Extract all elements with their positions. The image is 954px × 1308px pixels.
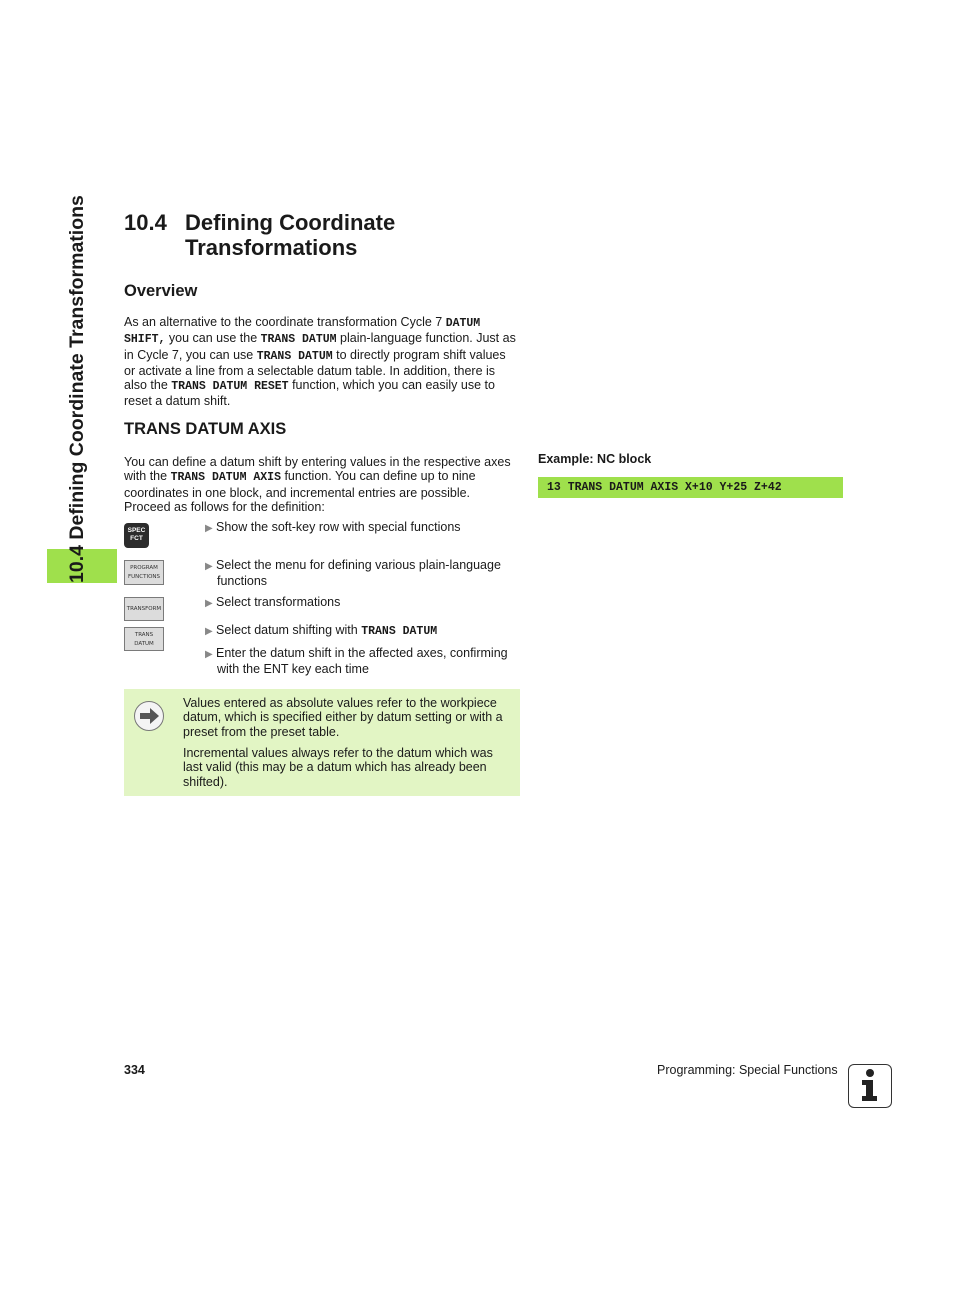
step-text: Select datum shifting with [216, 623, 362, 637]
body-text: function. You can define up to nine coordinates in one block, and incremental entries are possible. Proceed as follows for the definition: [124, 469, 476, 514]
overview-text: function, which you can easily use to reset a datum shift. [124, 378, 495, 409]
program-functions-softkey-icon [124, 560, 164, 585]
section-heading [124, 210, 395, 260]
step-arrow-icon: ▶ [205, 649, 213, 660]
step-arrow-icon: ▶ [205, 626, 213, 637]
code-trans-datum: TRANS DATUM [361, 625, 438, 638]
trans-datum-softkey-icon [124, 627, 164, 651]
step-1 [205, 520, 525, 536]
overview-text: to directly program shift values or activate a line from a selectable datum table. In addition, there is also the [124, 347, 506, 393]
step-4 [205, 623, 525, 639]
transform-softkey-icon [124, 597, 164, 621]
step-arrow-icon: ▶ [205, 598, 213, 609]
note-box [124, 689, 520, 796]
step-arrow-icon: ▶ [205, 561, 213, 572]
key-label: TRANS [134, 632, 154, 638]
section-title-line2: Transformations [185, 235, 358, 260]
nc-block-code: 13 TRANS DATUM AXIS X+10 Y+25 Z+42 [538, 477, 843, 498]
example-label: Example: NC block [538, 452, 652, 466]
note-paragraph-2: Incremental values always refer to the datum which was last valid (this may be a datum which has already been shifted). [183, 746, 493, 789]
step-3 [205, 595, 525, 611]
footer-title: Programming: Special Functions [657, 1063, 838, 1077]
code-trans-datum-reset: TRANS DATUM RESET [171, 380, 289, 394]
code-trans-datum-axis: TRANS DATUM AXIS [170, 471, 281, 485]
page-number: 334 [124, 1063, 145, 1077]
step-text: with the ENT key each time [217, 662, 369, 677]
section-number: 10.4 [124, 210, 167, 235]
step-text: Select transformations [216, 595, 341, 609]
key-label: SPEC [127, 527, 146, 534]
step-text: Show the soft-key row with special functions [216, 520, 461, 534]
right-arrow-icon [134, 701, 164, 731]
overview-heading: Overview [124, 282, 198, 300]
step-text: Enter the datum shift in the affected axes, confirming [216, 646, 508, 660]
step-5 [205, 646, 525, 677]
overview-text: plain-language function. Just as in Cycle 7, you can use [124, 331, 516, 362]
note-paragraph-1: Values entered as absolute values refer to the workpiece datum, which is specified either by datum setting or with a preset from the preset table. [183, 696, 503, 739]
code-trans-datum: TRANS DATUM [260, 333, 337, 347]
overview-text: you can use the [165, 331, 261, 346]
step-text: functions [217, 574, 268, 589]
code-trans-datum: TRANS DATUM [256, 349, 333, 363]
overview-text: As an alternative to the coordinate transformation Cycle 7 [124, 315, 446, 329]
key-label: TRANSFORM [126, 606, 162, 612]
code-datum-shift: DATUM SHIFT, [124, 317, 481, 347]
side-tab-label: 10.4 Defining Coordinate Transformations [66, 195, 88, 583]
key-label: PROGRAM [130, 565, 158, 571]
spec-fct-key-icon [124, 523, 149, 548]
side-tab-label-wrap [47, 195, 107, 583]
body-text: You can define a datum shift by entering values in the respective axes with the [124, 455, 511, 484]
trans-datum-axis-paragraph [124, 455, 520, 514]
info-icon [848, 1064, 892, 1108]
step-2 [205, 558, 525, 589]
key-label: FCT [130, 535, 143, 542]
step-arrow-icon: ▶ [205, 523, 213, 534]
trans-datum-axis-heading: TRANS DATUM AXIS [124, 420, 287, 438]
section-title-line1: Defining Coordinate [185, 210, 396, 235]
key-label: DATUM [134, 641, 154, 647]
step-text: Select the menu for defining various plain-language [216, 558, 501, 572]
overview-paragraph [124, 315, 520, 409]
key-label: FUNCTIONS [127, 574, 161, 580]
